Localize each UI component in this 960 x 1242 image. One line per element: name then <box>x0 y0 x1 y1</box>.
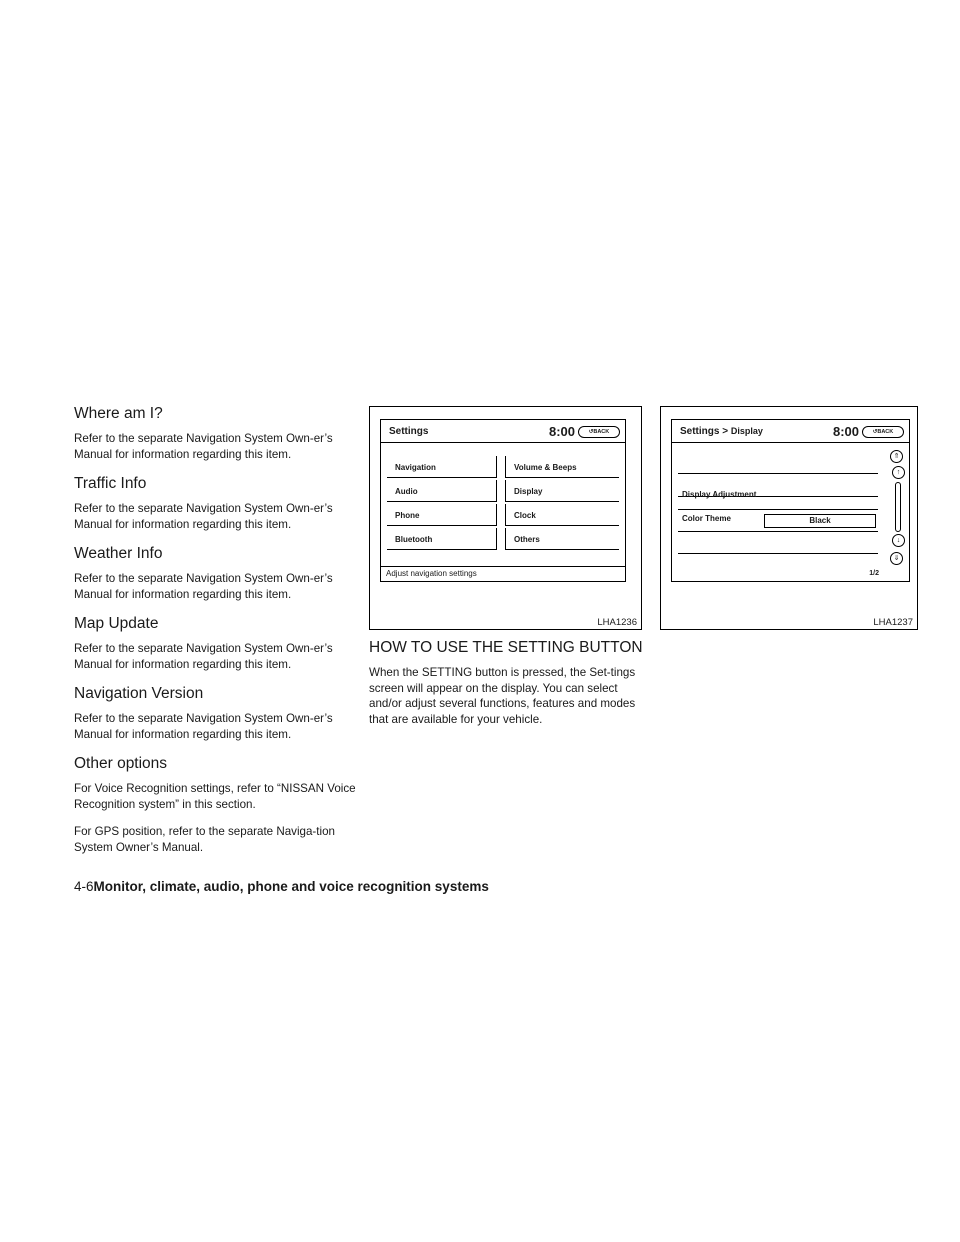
divider <box>672 442 909 443</box>
menu-item-volume-beeps[interactable]: Volume & Beeps <box>505 456 619 478</box>
scrollbar-track[interactable] <box>895 482 901 532</box>
menu-item-navigation[interactable]: Navigation <box>387 456 497 478</box>
page-indicator: 1/2 <box>869 570 879 577</box>
list-row-display-adjustment[interactable] <box>678 488 878 510</box>
menu-item-others[interactable]: Others <box>505 528 619 550</box>
section-traffic-info <box>74 474 356 532</box>
section-body: Refer to the separate Navigation System Own-er’s Manual for information regarding this item. <box>74 642 333 671</box>
row-label: Color Theme <box>682 514 731 523</box>
section-body: Refer to the separate Navigation System Own-er’s Manual for information regarding this item. <box>74 432 333 461</box>
menu-item-bluetooth[interactable]: Bluetooth <box>387 528 497 550</box>
section-map-update <box>74 614 356 672</box>
title-text: Settings <box>680 426 720 437</box>
back-label: BACK <box>593 429 610 435</box>
section-heading: Where am I? <box>74 405 163 422</box>
section-heading: Weather Info <box>74 545 163 562</box>
menu-item-display[interactable]: Display <box>505 480 619 502</box>
screen-title: Settings <box>389 426 429 437</box>
section-heading: Navigation Version <box>74 685 204 702</box>
section-heading: Map Update <box>74 615 159 632</box>
page-footer <box>74 879 489 894</box>
breadcrumb-separator: > <box>722 426 731 437</box>
display-settings-screen <box>671 419 910 582</box>
screen-title <box>680 426 763 437</box>
scroll-bottom-icon[interactable]: ⇓ <box>890 552 903 565</box>
section-body: For Voice Recognition settings, refer to “NISSAN Voice Recognition system” in this section. <box>74 782 356 811</box>
section-body: When the SETTING button is pressed, the Set-tings screen will appear on the display. You can select and/or adjust several functions, features and modes that are available for your vehicle. <box>369 666 636 726</box>
figure-settings-menu <box>369 406 642 630</box>
footer-section-title: Monitor, climate, audio, phone and voice recognition systems <box>93 879 489 894</box>
divider <box>381 442 625 443</box>
figure-code: LHA1236 <box>597 617 637 628</box>
back-button[interactable] <box>578 426 620 438</box>
list-row-empty <box>678 554 878 576</box>
left-column <box>74 404 356 867</box>
section-navigation-version <box>74 684 356 742</box>
list-row-empty <box>678 532 878 554</box>
list-row-color-theme[interactable] <box>678 510 878 532</box>
menu-item-phone[interactable]: Phone <box>387 504 497 526</box>
scroll-top-icon[interactable]: ⇑ <box>890 450 903 463</box>
status-bar: Adjust navigation settings <box>381 566 625 581</box>
section-where-am-i <box>74 404 356 462</box>
section-heading: Other options <box>74 755 168 772</box>
figure-code: LHA1237 <box>873 617 913 628</box>
section-body: Refer to the separate Navigation System Own-er’s Manual for information regarding this item. <box>74 502 333 531</box>
back-button[interactable] <box>862 426 904 438</box>
section-heading: Traffic Info <box>74 475 147 492</box>
screen-clock: 8:00 <box>548 424 575 439</box>
section-other-options <box>74 754 356 855</box>
row-label: Display Adjustment <box>682 490 757 499</box>
settings-screen <box>380 419 626 582</box>
breadcrumb-display: Display <box>730 426 763 436</box>
section-body: Refer to the separate Navigation System Own-er’s Manual for information regarding this item. <box>74 712 333 741</box>
back-arrow-icon: ↺ <box>588 429 594 435</box>
menu-item-audio[interactable]: Audio <box>387 480 497 502</box>
section-body: For GPS position, refer to the separate Naviga-tion System Owner’s Manual. <box>74 825 335 854</box>
figure-display-settings <box>660 406 918 630</box>
screen-clock: 8:00 <box>832 424 859 439</box>
scroll-down-icon[interactable]: ↓ <box>892 534 905 547</box>
scroll-up-icon[interactable]: ↑ <box>892 466 905 479</box>
section-heading-setting-button: HOW TO USE THE SETTING BUTTON <box>369 639 643 656</box>
page-number: 4-6 <box>74 879 94 894</box>
menu-item-clock[interactable]: Clock <box>505 504 619 526</box>
middle-column <box>369 638 647 739</box>
color-theme-value[interactable]: Black <box>764 514 876 528</box>
back-label: BACK <box>877 429 894 435</box>
section-weather-info <box>74 544 356 602</box>
back-arrow-icon: ↺ <box>872 429 878 435</box>
section-body: Refer to the separate Navigation System Own-er’s Manual for information regarding this item. <box>74 572 333 601</box>
list-row-empty <box>678 452 878 474</box>
